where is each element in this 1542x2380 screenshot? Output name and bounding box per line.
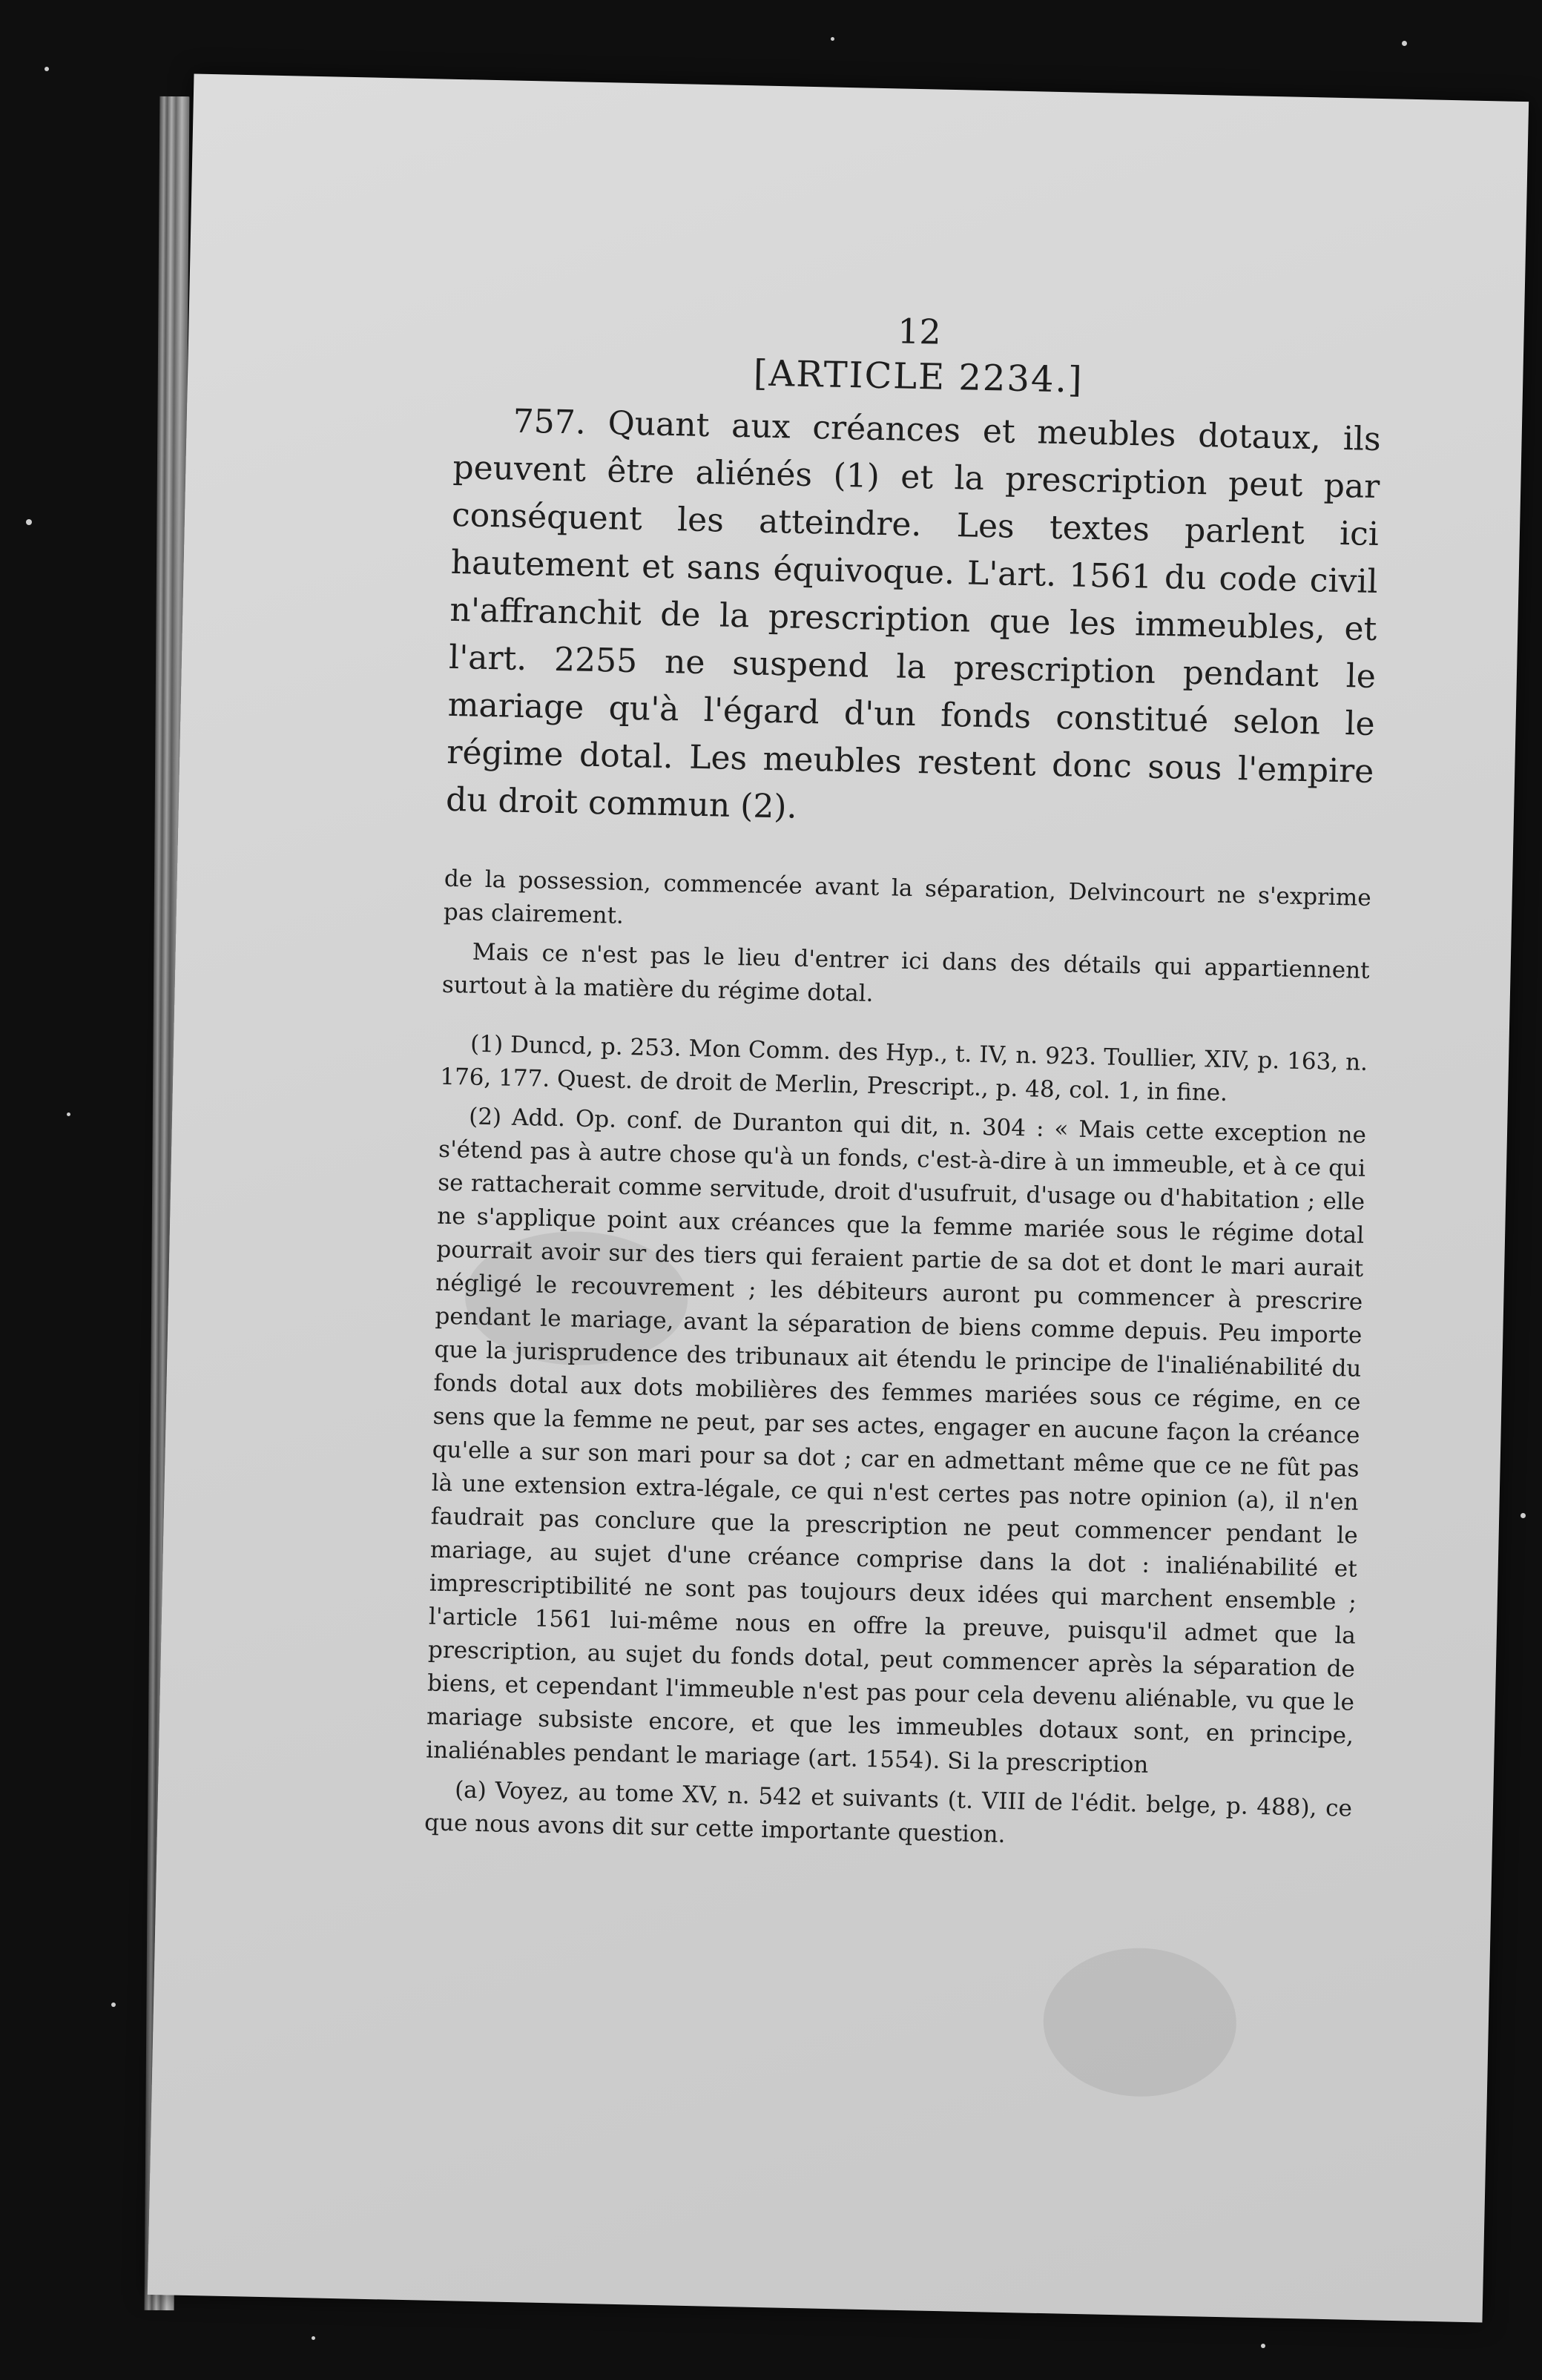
main-paragraph: 757. Quant aux créances et meubles dotaux, ils peuvent être aliénés (1) et la prescription peut par conséquent les atteindre. Les textes parlent ici hautement et sans équivoque. L'art. 1561 du code civil n'affranchit de la prescription que les immeubles, et l'art. 2255 ne suspend la prescription pendant le mariage qu'à l'égard d'un fonds constitué selon le régime dotal. Les meubles restent donc sous l'empire du droit commun (2). <box>445 402 1382 826</box>
dust-speck <box>312 2336 315 2340</box>
dust-speck <box>111 2002 116 2007</box>
paper-stain <box>1042 1946 1238 2098</box>
dust-speck <box>45 67 49 71</box>
continuation-note-line2: Mais ce n'est pas le lieu d'entrer ici dans des détails qui appartiennent surtout à la matière du régime dotal. <box>441 938 1370 1007</box>
page-content <box>424 302 1383 1865</box>
footnote-block <box>424 863 1371 1859</box>
footnote-1: (1) Duncd, p. 253. Mon Comm. des Hyp., t. IV, n. 923. Toullier, XIV, p. 163, n. 176, 177. Quest. de droit de Merlin, Prescript., p. 48, col. 1, in fine. <box>439 1030 1368 1107</box>
scanned-page <box>148 73 1529 2322</box>
page-number: 12 <box>897 311 942 352</box>
dust-speck <box>831 37 834 41</box>
dust-speck <box>1261 2344 1265 2348</box>
dust-speck <box>1520 1513 1526 1518</box>
footnote-2: (2) Add. Op. conf. de Duranton qui dit, n. 304 : « Mais cette exception ne s'étend pas à autre chose qu'à un fonds, c'est-à-dire à un immeuble, et à ce qui se rattacherait comme servitude, droit d'usufruit, d'usage ou d'habitation ; elle ne s'applique point aux créances que la femme mariée sous le régime dotal pourrait avoir sur des tiers qui feraient partie de sa dot et dont le mari aurait négligé le recouvrement ; les débiteurs auront pu commencer à prescrire pendant le mariage, avant la séparation de biens comme depuis. Peu importe que la jurisprudence des tribunaux ait étendu le principe de l'inaliénabilité du fonds dotal aux dots mobilières des femmes mariées sous ce régime, en ce sens que la femme ne peut, par ses actes, engager en aucune façon la créance qu'elle a sur son mari pour sa dot ; car en admettant même que ce ne fût pas là une extension extra-légale, ce qui n'est certes pas notre opinion (a), il n'en faudrait pas conclure que la prescription ne peut commencer pendant le mariage, au sujet d'une créance comprise dans la dot : inaliénabilité et imprescriptibilité ne sont pas toujours deux idées qui marchent ensemble ; l'article 1561 lui-même nous en offre la preuve, puisqu'il admet que la prescription, au sujet du fonds dotal, peut commencer après la séparation de biens, et cependant l'immeuble n'est pas pour cela devenu aliénable, vu que le mariage subsiste encore, et que les immeubles dotaux sont, en principe, inaliénables pendant le mariage (art. 1554). Si la prescription <box>425 1103 1367 1779</box>
article-heading: [ARTICLE 2234.] <box>753 352 1084 401</box>
continuation-note-line1: de la possession, commencée avant la séparation, Delvincourt ne s'exprime pas clairement. <box>443 865 1372 929</box>
dust-speck <box>26 519 32 525</box>
dust-speck <box>1402 41 1407 46</box>
footnote-a: (a) Voyez, au tome XV, n. 542 et suivants (t. VIII de l'édit. belge, p. 488), ce que nous avons dit sur cette importante question. <box>424 1776 1353 1848</box>
dust-speck <box>67 1112 70 1116</box>
